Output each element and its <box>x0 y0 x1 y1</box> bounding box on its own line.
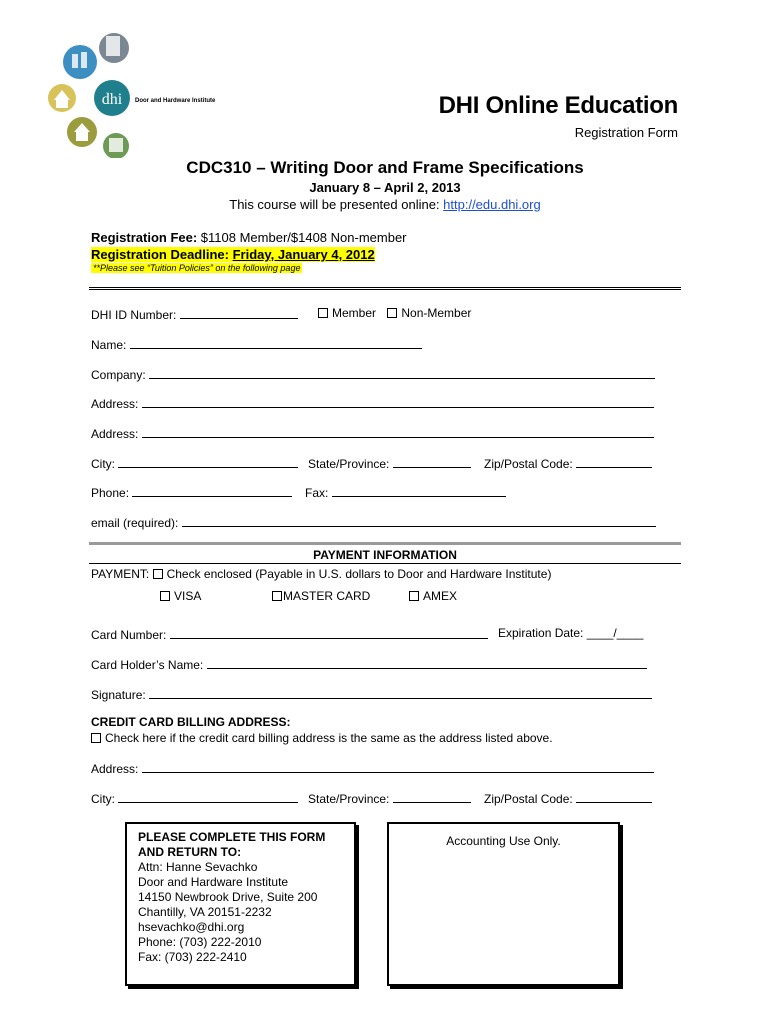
billing-address-label: Address: <box>91 762 139 776</box>
company-row <box>91 366 655 382</box>
city-label: City: <box>91 457 115 471</box>
check-enclosed-checkbox[interactable] <box>153 567 552 581</box>
payment-check-row <box>91 567 551 581</box>
non-member-label: Non-Member <box>401 306 472 320</box>
holder-name-label: Card Holder’s Name: <box>91 658 204 672</box>
name-label: Name: <box>91 338 127 352</box>
address2-row <box>91 425 654 441</box>
billing-zip-row <box>484 790 652 806</box>
card-number-row <box>91 626 488 642</box>
company-label: Company: <box>91 368 146 382</box>
mastercard-box-icon[interactable] <box>272 591 282 601</box>
deadline-label: Registration Deadline: <box>91 247 229 262</box>
tuition-note: **Please see “Tuition Policies” on the following page <box>93 263 301 273</box>
dhi-logo <box>44 28 224 158</box>
email-row <box>91 514 656 530</box>
accounting-box <box>387 822 620 986</box>
course-online-text: This course will be presented online: <box>229 197 444 212</box>
name-field[interactable] <box>130 336 422 349</box>
page-subtitle: Registration Form <box>574 125 678 140</box>
logo-org-name: Door and Hardware Institute <box>135 98 216 104</box>
signature-row <box>91 686 652 702</box>
return-email: hsevachko@dhi.org <box>138 920 245 934</box>
phone-field[interactable] <box>132 484 292 497</box>
city-row <box>91 455 298 471</box>
billing-state-label: State/Province: <box>308 792 390 806</box>
fax-row <box>305 484 506 500</box>
state-field[interactable] <box>393 455 471 468</box>
divider-payment <box>89 542 681 545</box>
address1-label: Address: <box>91 397 139 411</box>
holder-name-row <box>91 656 647 672</box>
company-field[interactable] <box>149 366 655 379</box>
zip-label: Zip/Postal Code: <box>484 457 573 471</box>
membership-options <box>318 306 471 320</box>
course-url-link[interactable]: http://edu.dhi.org <box>443 197 541 212</box>
signature-field[interactable] <box>149 686 652 699</box>
billing-city-field[interactable] <box>118 790 298 803</box>
address2-label: Address: <box>91 427 139 441</box>
course-online <box>0 197 770 212</box>
phone-row <box>91 484 292 500</box>
page-title: DHI Online Education <box>438 92 678 119</box>
return-heading-2: AND RETURN TO: <box>138 845 242 859</box>
visa-box-icon[interactable] <box>160 591 170 601</box>
return-heading-1: PLEASE COMPLETE THIS FORM <box>138 830 326 844</box>
billing-city-label: City: <box>91 792 115 806</box>
non-member-checkbox[interactable] <box>387 306 471 320</box>
email-label: email (required): <box>91 516 179 530</box>
billing-state-field[interactable] <box>393 790 471 803</box>
address1-row <box>91 395 654 411</box>
mastercard-label: MASTER CARD <box>283 589 371 603</box>
fee-label: Registration Fee: <box>91 230 198 245</box>
state-row <box>308 455 471 471</box>
same-address-box-icon[interactable] <box>91 733 101 743</box>
check-box-icon[interactable] <box>153 569 163 579</box>
accounting-label: Accounting Use Only. <box>446 834 561 848</box>
member-label: Member <box>332 306 377 320</box>
payment-label: PAYMENT: <box>91 567 150 581</box>
zip-field[interactable] <box>576 455 652 468</box>
fax-field[interactable] <box>332 484 506 497</box>
card-number-field[interactable] <box>170 626 488 639</box>
mastercard-option[interactable] <box>272 589 370 603</box>
amex-option[interactable] <box>409 589 457 603</box>
billing-heading: CREDIT CARD BILLING ADDRESS: <box>91 715 291 729</box>
billing-zip-label: Zip/Postal Code: <box>484 792 573 806</box>
city-field[interactable] <box>118 455 298 468</box>
course-title: CDC310 – Writing Door and Frame Specifications <box>186 158 584 177</box>
non-member-box-icon[interactable] <box>387 308 397 318</box>
payment-heading: PAYMENT INFORMATION <box>313 548 457 562</box>
return-address-box <box>125 822 356 986</box>
billing-address-row <box>91 760 654 776</box>
billing-zip-field[interactable] <box>576 790 652 803</box>
return-org: Door and Hardware Institute <box>138 875 289 889</box>
divider-payment-under <box>89 563 681 564</box>
deadline-value: Friday, January 4, 2012 <box>232 247 375 262</box>
expiration-field[interactable]: Expiration Date: ____/____ <box>498 626 644 640</box>
return-phone: Phone: (703) 222-2010 <box>138 935 262 949</box>
billing-state-row <box>308 790 471 806</box>
email-field[interactable] <box>182 514 656 527</box>
billing-address-field[interactable] <box>142 760 654 773</box>
return-attn: Attn: Hanne Sevachko <box>138 860 258 874</box>
phone-label: Phone: <box>91 486 130 500</box>
same-address-checkbox[interactable] <box>91 731 553 745</box>
dhi-id-row <box>91 306 298 322</box>
dhi-mark: dhi <box>101 91 123 108</box>
same-address-label: Check here if the credit card billing address is the same as the address listed above. <box>105 731 553 745</box>
registration-fee <box>91 230 407 245</box>
holder-name-field[interactable] <box>207 656 647 669</box>
dhi-id-field[interactable] <box>180 306 298 319</box>
return-city: Chantilly, VA 20151-2232 <box>138 905 272 919</box>
divider-top <box>89 287 681 290</box>
zip-row <box>484 455 652 471</box>
visa-option[interactable] <box>160 589 201 603</box>
fee-value: $1108 Member/$1408 Non-member <box>197 230 407 245</box>
fax-label: Fax: <box>305 486 329 500</box>
member-checkbox[interactable] <box>318 306 376 320</box>
name-row <box>91 336 422 352</box>
return-fax: Fax: (703) 222-2410 <box>138 950 247 964</box>
billing-city-row <box>91 790 298 806</box>
return-street: 14150 Newbrook Drive, Suite 200 <box>138 890 318 904</box>
amex-label: AMEX <box>423 589 458 603</box>
amex-box-icon[interactable] <box>409 591 419 601</box>
signature-label: Signature: <box>91 688 146 702</box>
card-number-label: Card Number: <box>91 628 167 642</box>
check-enclosed-label: Check enclosed (Payable in U.S. dollars to Door and Hardware Institute) <box>166 567 552 581</box>
state-label: State/Province: <box>308 457 390 471</box>
registration-deadline <box>91 247 375 262</box>
address1-field[interactable] <box>142 395 654 408</box>
visa-label: VISA <box>174 589 202 603</box>
address2-field[interactable] <box>142 425 654 438</box>
course-dates: January 8 – April 2, 2013 <box>309 180 461 195</box>
member-box-icon[interactable] <box>318 308 328 318</box>
dhi-id-label: DHI ID Number: <box>91 308 177 322</box>
